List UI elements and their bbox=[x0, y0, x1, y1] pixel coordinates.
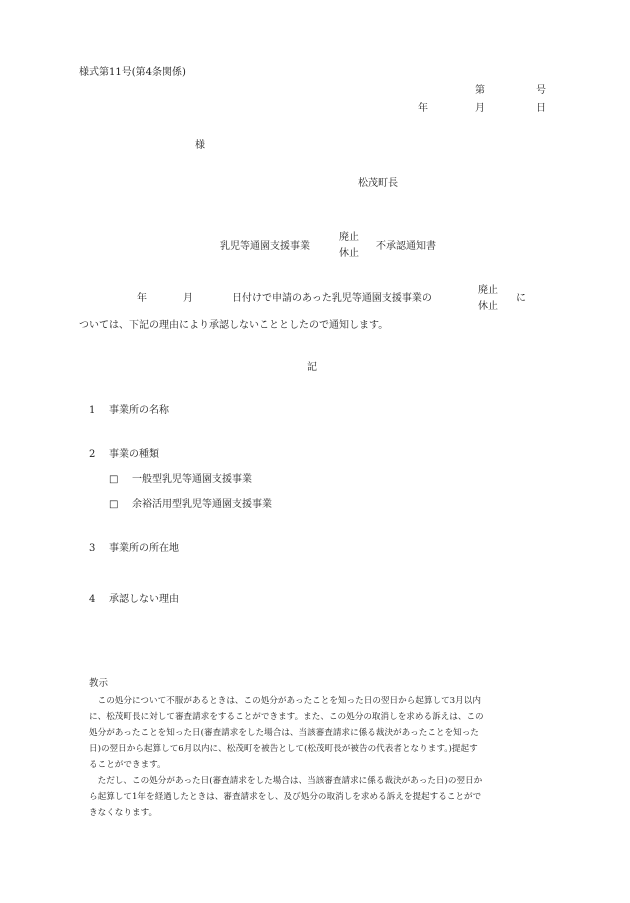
body-option-kyushi: 休止 bbox=[478, 301, 498, 312]
number-label-dai: 第 bbox=[475, 85, 485, 96]
body-text-line2: ついては、下記の理由により承認しないこととしたので通知します。 bbox=[79, 320, 389, 331]
ki-heading: 記 bbox=[307, 362, 317, 373]
checkbox-general[interactable]: □ bbox=[109, 474, 119, 485]
item-1-number: 1 bbox=[89, 405, 96, 416]
body-year-label: 年 bbox=[137, 293, 147, 304]
notice-line: この処分について不服があるときは、この処分があったことを知った日の翌日から起算して3月以内 bbox=[89, 696, 481, 706]
checkbox-general-label: 一般型乳児等通園支援事業 bbox=[132, 474, 252, 485]
form-number: 様式第11号(第4条関係) bbox=[79, 67, 186, 78]
checkbox-surplus-label: 余裕活用型乳児等通園支援事業 bbox=[132, 499, 272, 510]
item-4-label: 承認しない理由 bbox=[109, 594, 179, 605]
notice-line: 日)の翌日から起算して6月以内に、松茂町を被告として(松茂町長が被告の代表者となります。)提起す bbox=[89, 744, 478, 754]
date-year-label: 年 bbox=[418, 103, 428, 114]
item-2-number: 2 bbox=[89, 449, 96, 460]
item-3-number: 3 bbox=[89, 543, 96, 554]
body-ni: に bbox=[516, 293, 526, 304]
notice-line: ることができます。 bbox=[89, 760, 166, 770]
issuer-name: 松茂町長 bbox=[358, 178, 398, 189]
addressee-honorific: 様 bbox=[195, 140, 205, 151]
notice-line: 処分があったことを知った日(審査請求をした場合は、当該審査請求に係る裁決があったことを知った bbox=[89, 728, 479, 738]
title-main: 乳児等通園支援事業 bbox=[220, 241, 310, 252]
checkbox-surplus[interactable]: □ bbox=[109, 499, 119, 510]
body-month-label: 月 bbox=[183, 293, 193, 304]
date-month-label: 月 bbox=[475, 103, 485, 114]
body-option-haishi: 廃止 bbox=[478, 285, 498, 296]
title-option-kyushi: 休止 bbox=[339, 248, 359, 259]
notice-line: に、松茂町長に対して審査請求をすることができます。また、この処分の取消しを求める訴えは、この bbox=[89, 712, 484, 722]
title-option-haishi: 廃止 bbox=[339, 232, 359, 243]
number-label-go: 号 bbox=[536, 85, 546, 96]
body-text-line1: 日付けで申請のあった乳児等通園支援事業の bbox=[232, 293, 432, 304]
notice-line: ら起算して1年を経過したときは、審査請求をし、及び処分の取消しを求める訴えを提起することがで bbox=[89, 792, 482, 802]
item-3-label: 事業所の所在地 bbox=[109, 543, 179, 554]
item-1-label: 事業所の名称 bbox=[109, 405, 169, 416]
notice-line: ただし、この処分があった日(審査請求をした場合は、当該審査請求に係る裁決があった日)の翌日か bbox=[89, 776, 483, 786]
title-suffix: 不承認通知書 bbox=[376, 241, 436, 252]
date-day-label: 日 bbox=[536, 103, 546, 114]
item-4-number: 4 bbox=[89, 594, 96, 605]
item-2-label: 事業の種類 bbox=[109, 449, 159, 460]
notice-heading: 教示 bbox=[89, 678, 109, 689]
notice-line: きなくなります。 bbox=[89, 808, 158, 818]
